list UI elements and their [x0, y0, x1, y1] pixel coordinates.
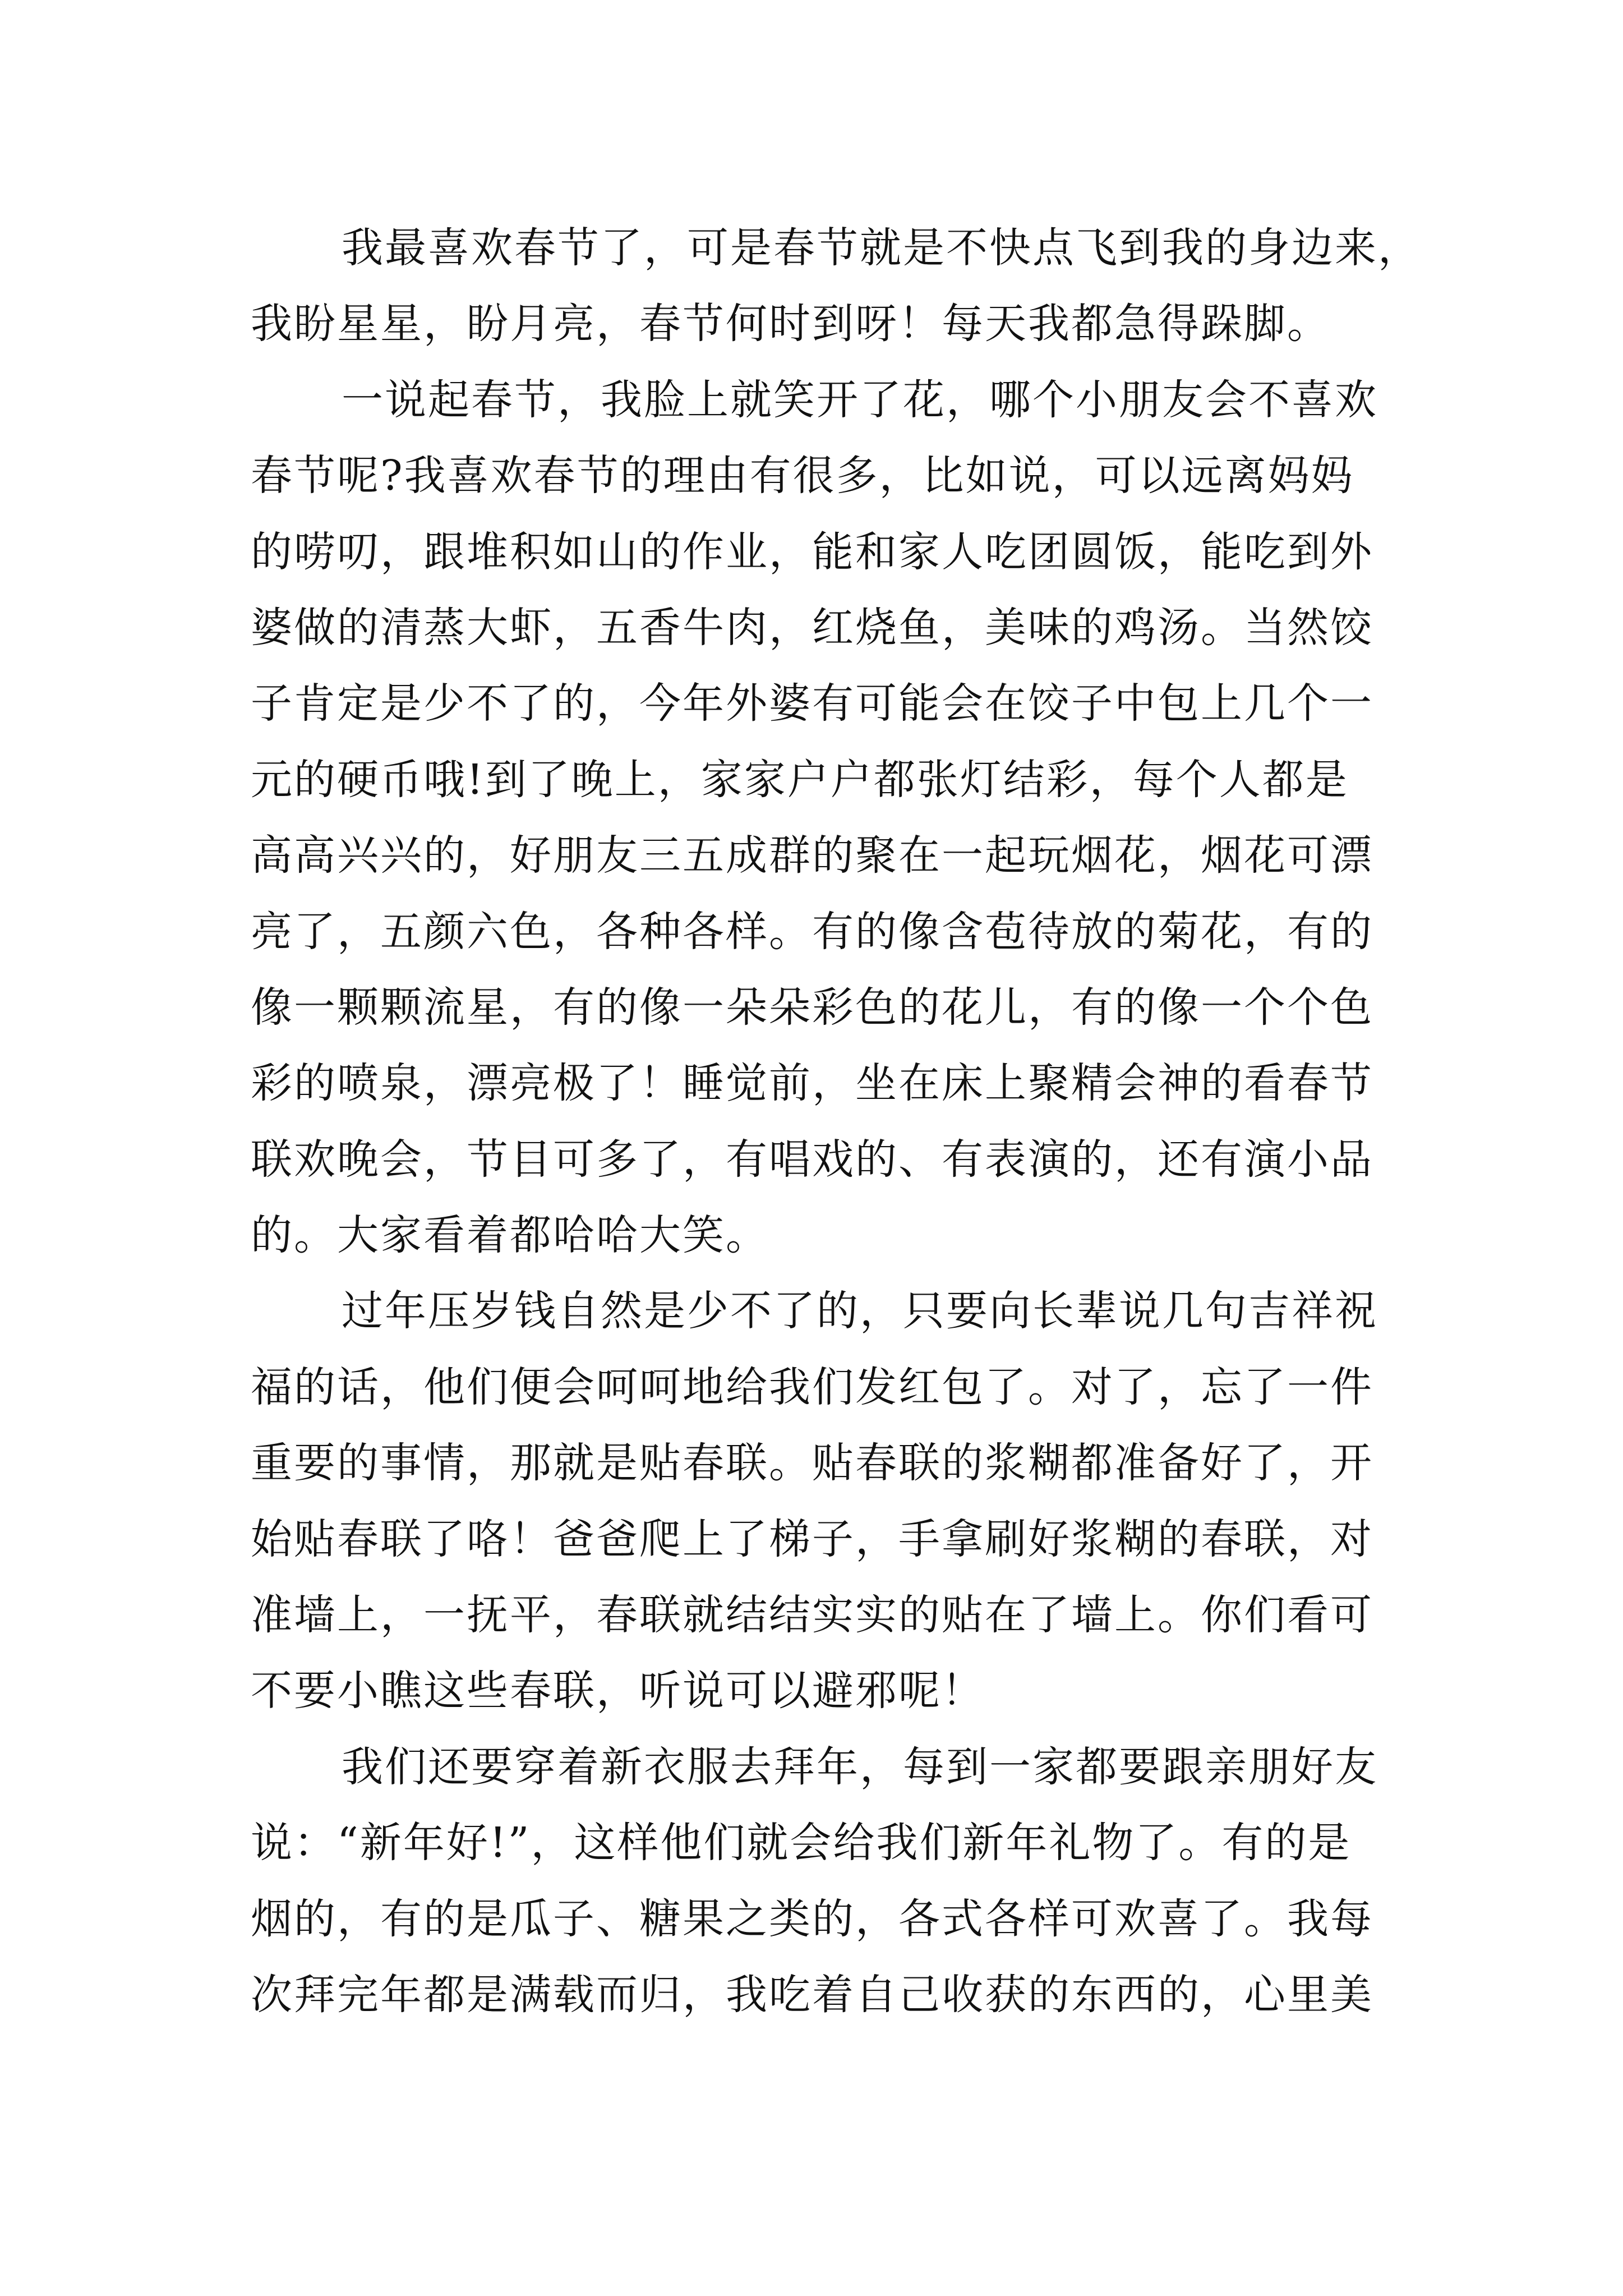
text-line: 准墙上，一抚平，春联就结结实实的贴在了墙上。你们看可 [251, 1591, 1373, 1640]
paragraph-first-line: 一说起春节，我脸上就笑开了花，哪个小朋友会不喜欢 [342, 375, 1378, 424]
text-line: 彩的喷泉，漂亮极了！睡觉前，坐在床上聚精会神的看春节 [251, 1059, 1373, 1108]
text-line: 子肯定是少不了的，今年外婆有可能会在饺子中包上几个一 [251, 679, 1373, 728]
text-line: 的唠叨，跟堆积如山的作业，能和家人吃团圆饭，能吃到外 [251, 527, 1373, 576]
paragraph-first-line: 过年压岁钱自然是少不了的，只要向长辈说几句吉祥祝 [342, 1287, 1378, 1336]
text-line: 福的话，他们便会呵呵地给我们发红包了。对了，忘了一件 [251, 1363, 1373, 1411]
text-line: 说：“新年好!”，这样他们就会给我们新年礼物了。有的是 [251, 1819, 1352, 1867]
body-text [251, 210, 1428, 2033]
text-line: 春节呢?我喜欢春节的理由有很多，比如说，可以远离妈妈 [251, 452, 1354, 500]
text-line: 高高兴兴的，好朋友三五成群的聚在一起玩烟花，烟花可漂 [251, 831, 1373, 880]
text-line: 的。大家看着都哈哈大笑。 [251, 1211, 769, 1260]
text-line: 次拜完年都是满载而归，我吃着自己收获的东西的，心里美 [251, 1970, 1373, 2019]
text-line: 我盼星星，盼月亮，春节何时到呀！每天我都急得跺脚。 [251, 300, 1330, 348]
text-line: 亮了，五颜六色，各种各样。有的像含苞待放的菊花，有的 [251, 907, 1373, 956]
text-line: 烟的，有的是瓜子、糖果之类的，各式各样可欢喜了。我每 [251, 1894, 1373, 1943]
paragraph-first-line: 我最喜欢春节了，可是春节就是不快点飞到我的身边来， [342, 224, 1421, 272]
text-line: 重要的事情，那就是贴春联。贴春联的浆糊都准备好了，开 [251, 1439, 1373, 1488]
text-line: 像一颗颗流星，有的像一朵朵彩色的花儿，有的像一个个色 [251, 983, 1373, 1032]
text-line: 不要小瞧这些春联，听说可以避邪呢！ [251, 1667, 985, 1715]
text-line: 婆做的清蒸大虾，五香牛肉，红烧鱼，美味的鸡汤。当然饺 [251, 603, 1373, 652]
text-line: 元的硬币哦!到了晚上，家家户户都张灯结彩，每个人都是 [251, 755, 1349, 804]
text-line: 始贴春联了咯！爸爸爬上了梯子，手拿刷好浆糊的春联，对 [251, 1515, 1373, 1563]
text-line: 联欢晚会，节目可多了，有唱戏的、有表演的，还有演小品 [251, 1135, 1373, 1184]
paragraph-first-line: 我们还要穿着新衣服去拜年，每到一家都要跟亲朋好友 [342, 1742, 1378, 1791]
